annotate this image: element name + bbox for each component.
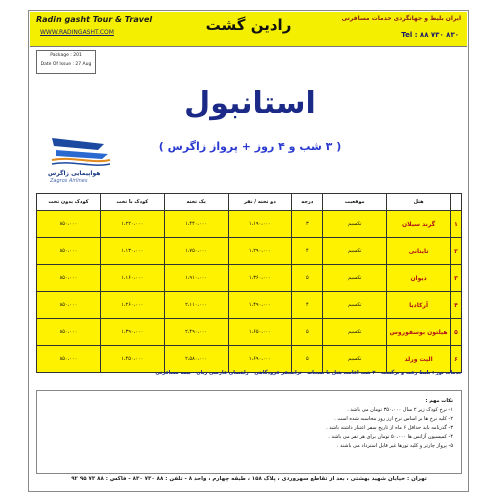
airline-name-en: Zagros Airlines bbox=[50, 178, 88, 184]
price-double: ۱،۴۹۰،۰۰۰ bbox=[228, 292, 292, 319]
table-row bbox=[37, 238, 462, 265]
hotel-name: تایتانی bbox=[387, 238, 451, 265]
website-link[interactable]: WWW.RADINGASHT.COM bbox=[40, 29, 114, 36]
price-child-bed: ۱،۱۶۰،۰۰۰ bbox=[100, 265, 164, 292]
notes-box bbox=[36, 390, 462, 474]
row-index: ۵ bbox=[451, 319, 462, 346]
price-double: ۱،۳۶۰،۰۰۰ bbox=[228, 265, 292, 292]
price-child-nobed: ۸۵۰،۰۰۰ bbox=[37, 265, 101, 292]
hotel-stars: ۵ bbox=[292, 265, 323, 292]
hotel-name: هیلتون بوسفوروس bbox=[387, 319, 451, 346]
note-item: ۵- پرواز چارتر و کلیه تورها غیر قابل استرداد می باشند . bbox=[336, 443, 453, 449]
package-subtitle: ( ۳ شب و ۴ روز + پرواز زاگرس ) bbox=[158, 140, 342, 153]
column-header: موقعیت bbox=[323, 194, 387, 211]
hotel-stars: ۵ bbox=[292, 346, 323, 373]
hotel-stars: ۴ bbox=[292, 238, 323, 265]
price-single: ۲،۱۱۰،۰۰۰ bbox=[164, 292, 228, 319]
price-double: ۱،۲۹۰،۰۰۰ bbox=[228, 238, 292, 265]
table-row bbox=[37, 292, 462, 319]
hotel-location: تکسیم bbox=[323, 265, 387, 292]
hotel-location: تکسیم bbox=[323, 319, 387, 346]
table-row bbox=[37, 319, 462, 346]
note-item: ۲- کلیه نرخ ها بر اساس نرخ ارز روز محاسبه شده است . bbox=[334, 416, 453, 422]
row-index: ۳ bbox=[451, 265, 462, 292]
hotel-name: الیت ورلد bbox=[387, 346, 451, 373]
table-header-row bbox=[37, 194, 462, 211]
column-header: کودک بدون تخت bbox=[37, 194, 101, 211]
package-number: Package : 201 bbox=[50, 53, 82, 58]
hotel-name: آرکادیا bbox=[387, 292, 451, 319]
issue-date: Date Of Issue : 27 Aug bbox=[40, 62, 92, 67]
table-row bbox=[37, 211, 462, 238]
row-index: ۱ bbox=[451, 211, 462, 238]
column-header: یک تخته bbox=[164, 194, 228, 211]
hotel-stars: ۵ bbox=[292, 319, 323, 346]
hotel-stars: ۴ bbox=[292, 292, 323, 319]
price-child-bed: ۱،۴۵۰،۰۰۰ bbox=[100, 346, 164, 373]
price-child-nobed: ۸۵۰،۰۰۰ bbox=[37, 346, 101, 373]
column-header: کودک با تخت bbox=[100, 194, 164, 211]
price-single: ۱،۴۴۰،۰۰۰ bbox=[164, 211, 228, 238]
header-bar bbox=[30, 12, 467, 47]
page-title: استانبول bbox=[184, 86, 316, 121]
price-child-bed: ۱،۲۶۰،۰۰۰ bbox=[100, 292, 164, 319]
price-single: ۲،۵۸۰،۰۰۰ bbox=[164, 346, 228, 373]
header-phone: Tel : ۸۸ ۷۳۰ ۸۳۰ bbox=[401, 31, 459, 39]
column-header bbox=[451, 194, 462, 211]
column-header: هتل bbox=[387, 194, 451, 211]
table-row bbox=[37, 265, 462, 292]
hotel-stars: ۳ bbox=[292, 211, 323, 238]
footer-address: تهران : خیابان شهید بهشتی ، بعد از تقاطع سهروردی ، پلاک ۱۵۸ ، طبقه چهارم ، واحد ۸ - تلفن : ۸۸ ۷۳۰ ۸۳۰ - فاکس : ۸۸ ۷۳ ۹۵ ۹۲ bbox=[71, 476, 427, 482]
row-index: ۶ bbox=[451, 346, 462, 373]
row-index: ۲ bbox=[451, 238, 462, 265]
table-row bbox=[37, 346, 462, 373]
price-child-bed: ۱،۲۲۰،۰۰۰ bbox=[100, 211, 164, 238]
notes-heading: نکات مهم : bbox=[425, 398, 453, 404]
brand-latin-name: Radin gasht Tour & Travel bbox=[36, 15, 153, 24]
column-header: دو تخته / نفر bbox=[228, 194, 292, 211]
hotel-location: تکسیم bbox=[323, 211, 387, 238]
hotel-name: دیوان bbox=[387, 265, 451, 292]
hotel-name: گرند سیلان bbox=[387, 211, 451, 238]
airline-name-fa: هواپیمایی زاگرس bbox=[48, 170, 101, 177]
package-info-box bbox=[36, 50, 96, 74]
price-child-bed: ۱،۳۹۰،۰۰۰ bbox=[100, 319, 164, 346]
brand-tagline: ایران بلیط و جهانگردی خدمات مسافرتی bbox=[341, 15, 461, 22]
price-single: ۱،۹۱۰،۰۰۰ bbox=[164, 265, 228, 292]
price-child-nobed: ۸۵۰،۰۰۰ bbox=[37, 319, 101, 346]
hotel-location: تکسیم bbox=[323, 346, 387, 373]
price-single: ۱،۷۵۰،۰۰۰ bbox=[164, 238, 228, 265]
note-item: ۱- نرخ کودک زیر ۲ سال ۳۵۰،۰۰۰ تومان می باشد . bbox=[347, 407, 453, 413]
brand-title: رادین گشت bbox=[205, 16, 292, 34]
price-double: ۱،۱۹۰،۰۰۰ bbox=[228, 211, 292, 238]
row-index: ۴ bbox=[451, 292, 462, 319]
price-child-bed: ۱،۱۳۰،۰۰۰ bbox=[100, 238, 164, 265]
price-child-nobed: ۸۵۰،۰۰۰ bbox=[37, 292, 101, 319]
hotel-location: تکسیم bbox=[323, 292, 387, 319]
hotel-location: تکسیم bbox=[323, 238, 387, 265]
hotel-rates-table bbox=[36, 193, 462, 373]
price-child-nobed: ۸۵۰،۰۰۰ bbox=[37, 238, 101, 265]
price-single: ۲،۴۹۰،۰۰۰ bbox=[164, 319, 228, 346]
tour-services: خدمات تور : بلیط رفت و برگشت - ۳ شب اقامت هتل با صبحانه - ترانسفر فرودگاهی - راهنمای فارسی زبان - بیمه مسافرتی bbox=[155, 370, 462, 376]
column-header: درجه bbox=[292, 194, 323, 211]
price-double: ۱،۶۵۰،۰۰۰ bbox=[228, 319, 292, 346]
note-item: ۳- گذرنامه باید حداقل ۶ ماه از تاریخ سفر اعتبار داشته باشد . bbox=[326, 425, 453, 431]
note-item: ۴- کمیسیون آژانس ها ۵۰،۰۰۰ تومان برای هر نفر می باشد . bbox=[328, 434, 453, 440]
price-double: ۱،۶۹۰،۰۰۰ bbox=[228, 346, 292, 373]
price-child-nobed: ۸۵۰،۰۰۰ bbox=[37, 211, 101, 238]
